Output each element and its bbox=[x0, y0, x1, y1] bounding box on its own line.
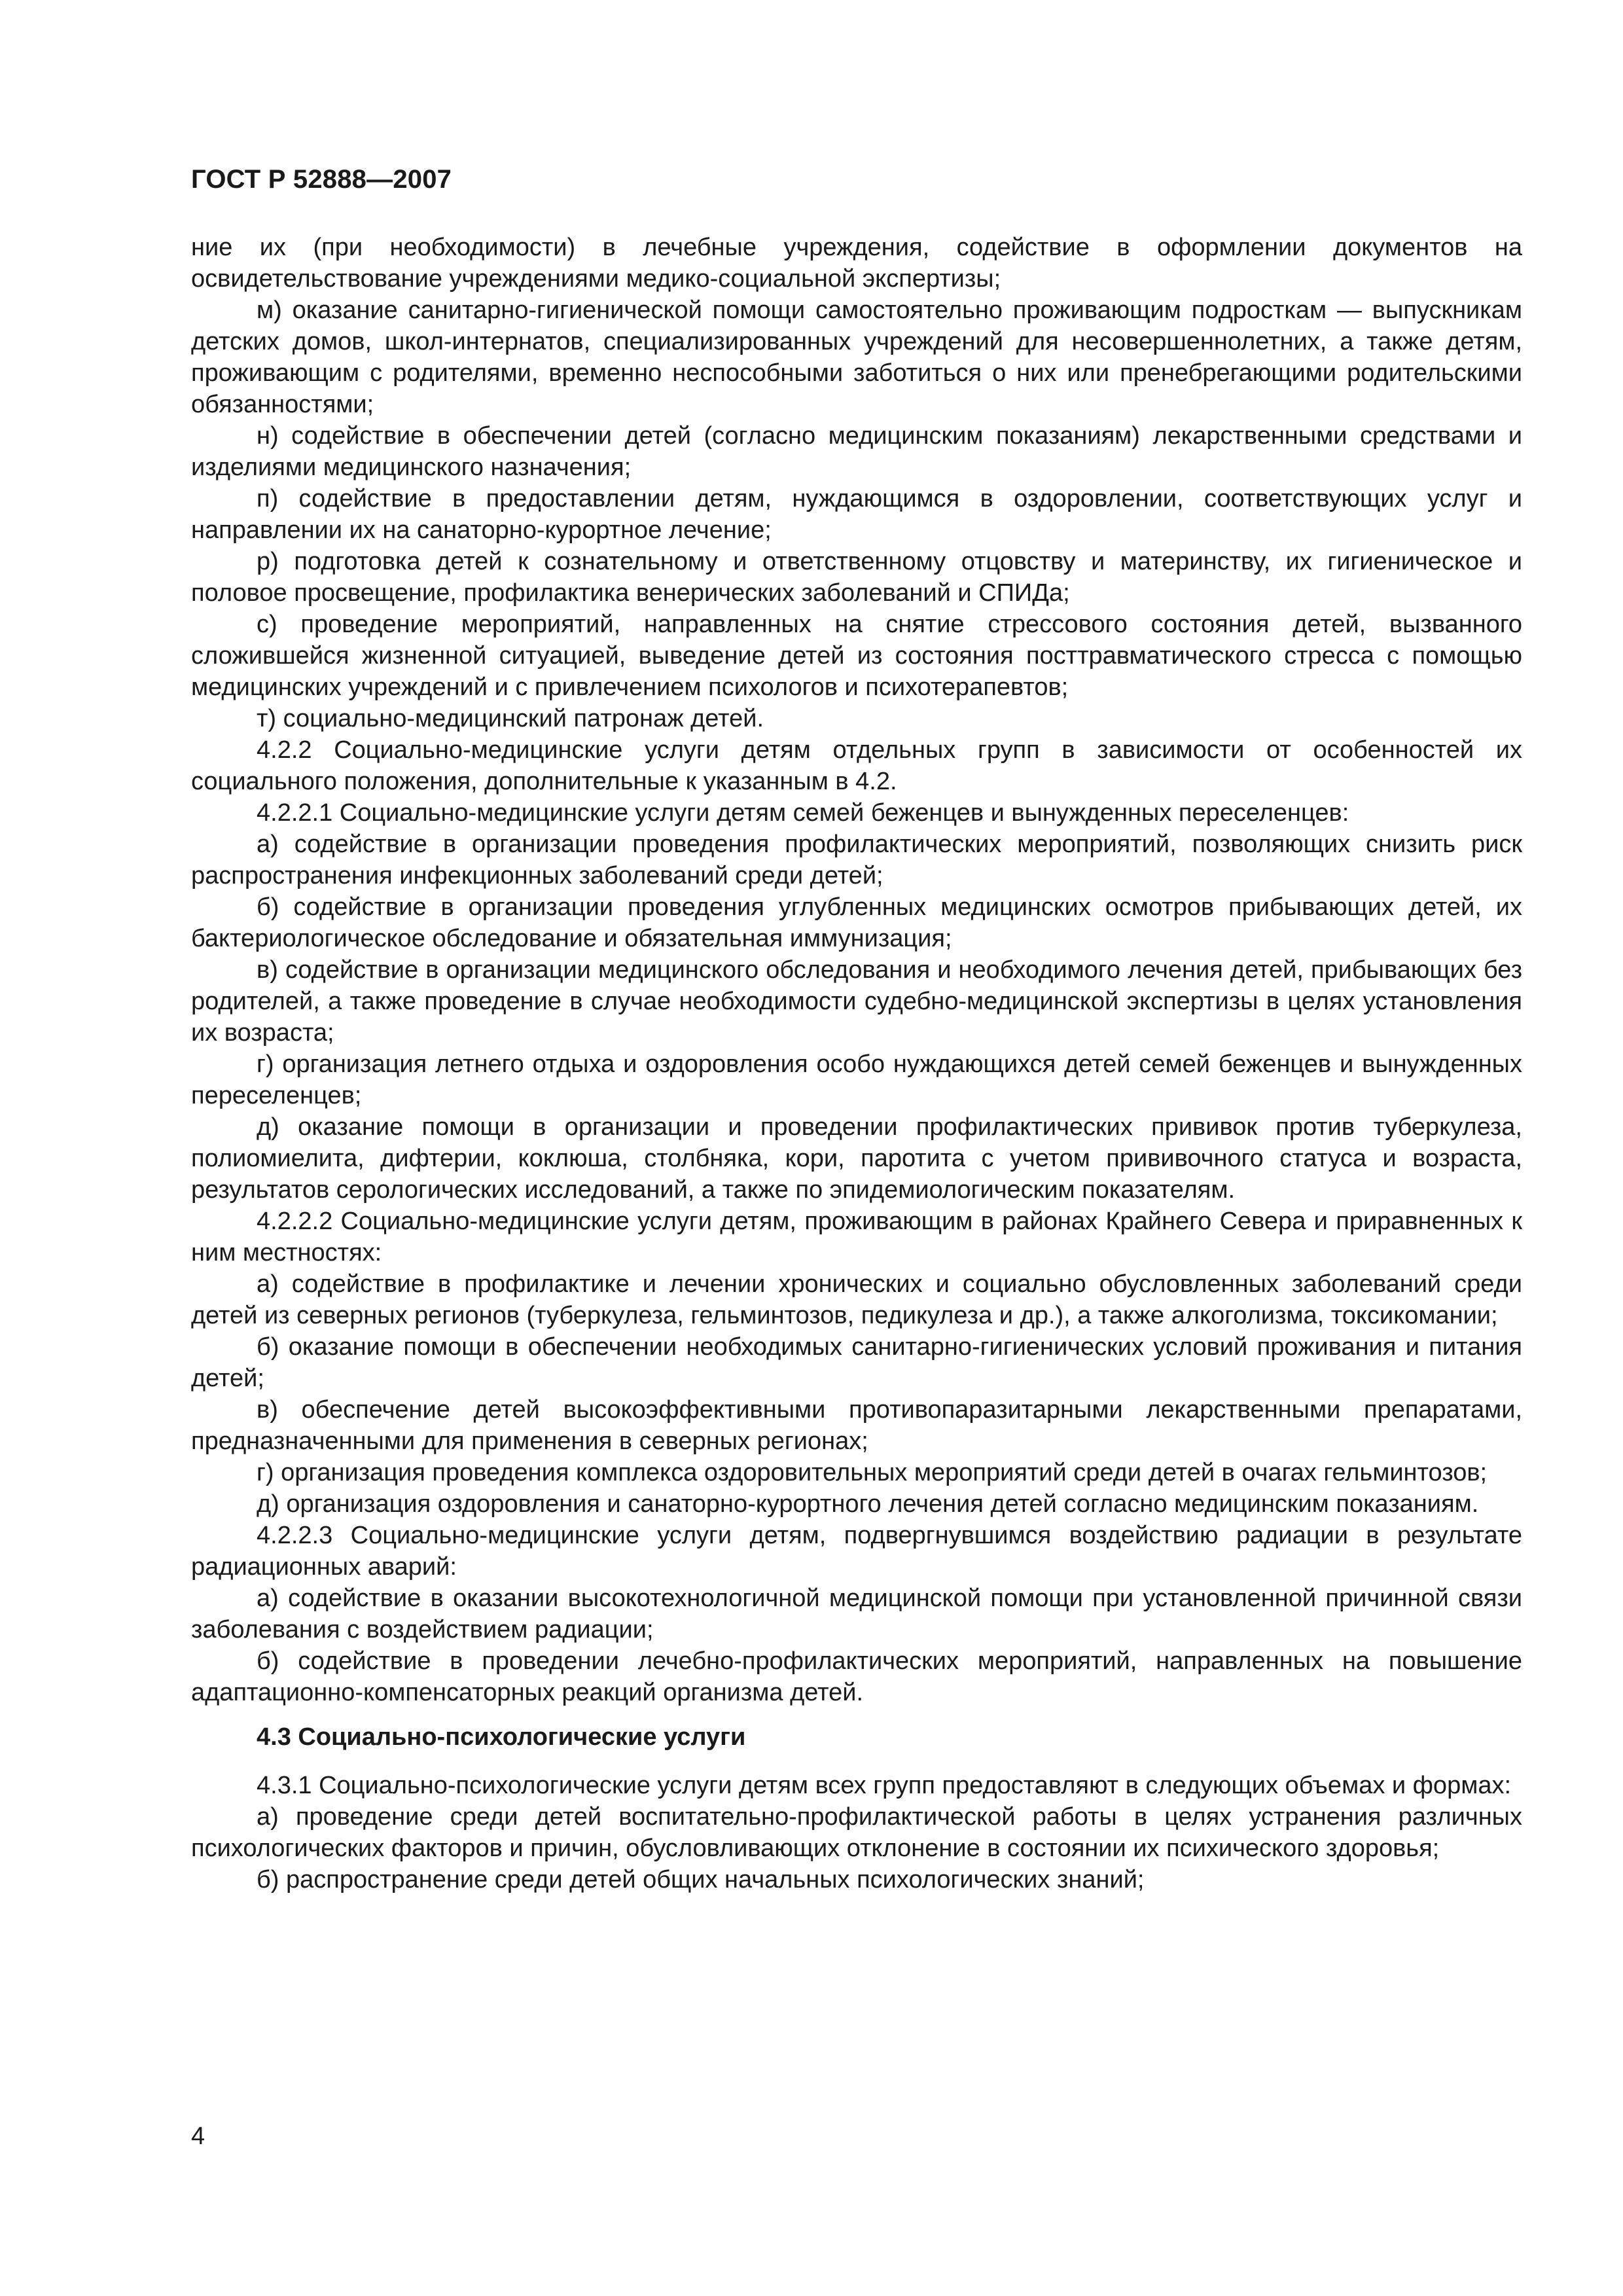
list-item-v: в) обеспечение детей высокоэффективными противопаразитарными лекарственными препаратами, предназначенными для применения в северных регионах; bbox=[191, 1396, 1522, 1455]
clause-4-2-2-1: 4.2.2.1 Социально-медицинские услуги детям семей беженцев и вынужденных переселенцев: bbox=[257, 799, 1349, 827]
section-heading-4-3: 4.3 Социально-психологические услуги bbox=[257, 1723, 746, 1751]
document-code-header: ГОСТ Р 52888—2007 bbox=[191, 165, 452, 194]
list-item-a: а) содействие в организации проведения профилактических мероприятий, позволяющих снизить риск распространения инфекционных заболеваний среди детей; bbox=[191, 831, 1522, 889]
document-page bbox=[191, 164, 1522, 2212]
clause-4-2-2-3: 4.2.2.3 Социально-медицинские услуги детям, подвергнувшимся воздействию радиации в результате радиационных аварий: bbox=[191, 1522, 1522, 1581]
paragraph-continuation: ние их (при необходимости) в лечебные учреждения, содействие в оформлении документов на освидетельствование учреждениями медико-социальной экспертизы; bbox=[191, 234, 1522, 293]
list-item-a: а) содействие в профилактике и лечении хронических и социально обусловленных заболеваний среди детей из северных регионов (туберкулеза, гельминтозов, педикулеза и др.), а также алкоголизма, токсикомании; bbox=[191, 1270, 1522, 1329]
list-item-a: а) содействие в оказании высокотехнологичной медицинской помощи при установленной причинной связи заболевания с воздействием радиации; bbox=[191, 1585, 1522, 1643]
clause-4-3-1: 4.3.1 Социально-психологические услуги детям всех групп предоставляют в следующих объемах и формах: bbox=[257, 1772, 1512, 1799]
list-item-d: д) организация оздоровления и санаторно-курортного лечения детей согласно медицинским показаниям. bbox=[257, 1490, 1479, 1518]
clause-4-2-2-2: 4.2.2.2 Социально-медицинские услуги детям, проживающим в районах Крайнего Севера и приравненных к ним местностях: bbox=[191, 1208, 1522, 1266]
list-item-s: с) проведение мероприятий, направленных на снятие стрессового состояния детей, вызванного сложившейся жизненной ситуацией, выведение детей из состояния посттравматического стресса с помощью медицинских учреждений и с привлечением психологов и психотерапевтов; bbox=[191, 611, 1522, 701]
list-item-b: б) содействие в проведении лечебно-профилактических мероприятий, направленных на повышение адаптационно-компенсаторных реакций организма детей. bbox=[191, 1647, 1522, 1706]
list-item-b: б) распространение среди детей общих начальных психологических знаний; bbox=[257, 1866, 1145, 1893]
list-item-v: в) содействие в организации медицинского обследования и необходимого лечения детей, прибывающих без родителей, а также проведение в случае необходимости судебно-медицинской экспертизы в целях установления их возраста; bbox=[191, 956, 1522, 1047]
list-item-r: р) подготовка детей к сознательному и ответственному отцовству и материнству, их гигиеническое и половое просвещение, профилактика венерических заболеваний и СПИДа; bbox=[191, 548, 1522, 607]
list-item-d: д) оказание помощи в организации и проведении профилактических прививок против туберкулеза, полиомиелита, дифтерии, коклюша, столбняка, кори, паротита с учетом прививочного статуса и возраста, результатов серологических исследований, а также по эпидемиологическим показателям. bbox=[191, 1113, 1522, 1204]
list-item-b: б) оказание помощи в обеспечении необходимых санитарно-гигиенических условий проживания и питания детей; bbox=[191, 1333, 1522, 1392]
list-item-m: м) оказание санитарно-гигиенической помощи самостоятельно проживающим подросткам — выпускникам детских домов, школ-интернатов, специализированных учреждений для несовершеннолетних, а также детям, проживающим с родителями, временно неспособными заботиться о них или пренебрегающими родительскими обязанностями; bbox=[191, 296, 1522, 418]
list-item-g: г) организация летнего отдыха и оздоровления особо нуждающихся детей семей беженцев и вынужденных переселенцев; bbox=[191, 1050, 1522, 1109]
list-item-p: п) содействие в предоставлении детям, нуждающимся в оздоровлении, соответствующих услуг и направлении их на санаторно-курортное лечение; bbox=[191, 485, 1522, 544]
list-item-g: г) организация проведения комплекса оздоровительных мероприятий среди детей в очагах гельминтозов; bbox=[257, 1459, 1488, 1486]
clause-4-2-2: 4.2.2 Социально-медицинские услуги детям отдельных групп в зависимости от особенностей их социального положения, дополнительные к указанным в 4.2. bbox=[191, 736, 1522, 795]
list-item-n: н) содействие в обеспечении детей (согласно медицинским показаниям) лекарственными средствами и изделиями медицинского назначения; bbox=[191, 422, 1522, 481]
document-body bbox=[191, 232, 1522, 1895]
list-item-b: б) содействие в организации проведения углубленных медицинских осмотров прибывающих детей, их бактериологическое обследование и обязательная иммунизация; bbox=[191, 893, 1522, 952]
list-item-t: т) социально-медицинский патронаж детей. bbox=[257, 705, 764, 732]
page-number: 4 bbox=[191, 2123, 205, 2150]
list-item-a: а) проведение среди детей воспитательно-профилактической работы в целях устранения различных психологических факторов и причин, обусловливающих отклонение в состоянии их психического здоровья; bbox=[191, 1803, 1522, 1862]
